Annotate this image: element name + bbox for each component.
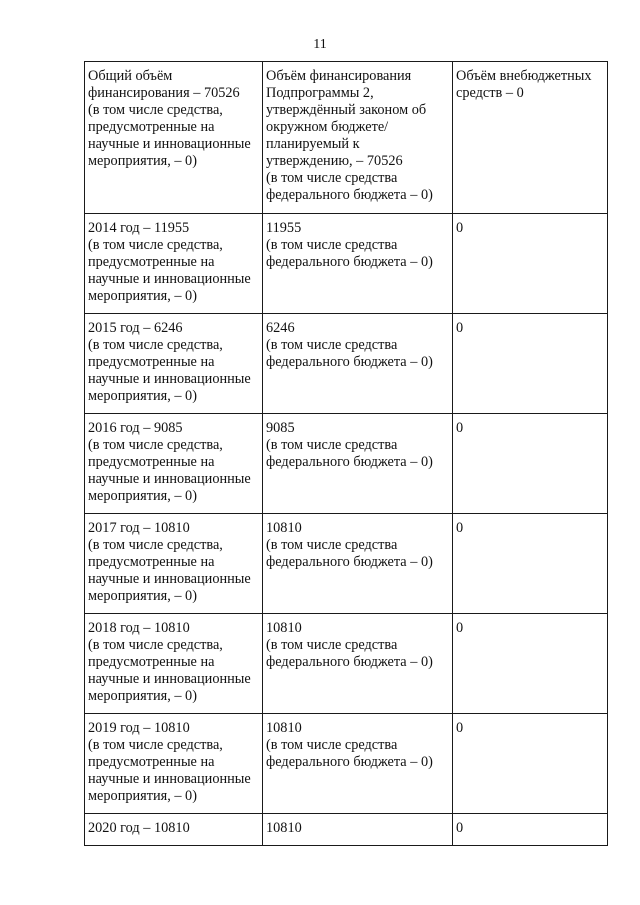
table-row — [85, 714, 608, 814]
page-number: 11 — [313, 37, 327, 52]
table-row — [85, 414, 608, 514]
cell-total-2015: 2015 год – 6246 (в том числе средства, предусмотренные на научные и инновационные мероприятия, – 0) — [85, 314, 263, 414]
table-header-row — [85, 62, 608, 214]
cell-total-2020: 2020 год – 10810 — [85, 814, 263, 846]
table-row — [85, 814, 608, 846]
cell-program-2018: 10810 (в том числе средства федерального бюджета – 0) — [263, 614, 453, 714]
cell-extra-2020: 0 — [453, 814, 608, 846]
cell-program-2015: 6246 (в том числе средства федерального бюджета – 0) — [263, 314, 453, 414]
cell-extra-2019: 0 — [453, 714, 608, 814]
cell-extra-2018: 0 — [453, 614, 608, 714]
cell-program-2020: 10810 — [263, 814, 453, 846]
cell-total-2019: 2019 год – 10810 (в том числе средства, предусмотренные на научные и инновационные мероприятия, – 0) — [85, 714, 263, 814]
header-program-financing: Объём финансирования Подпрограммы 2, утверждённый законом об окружном бюджете/ планируемый к утверждению, – 70526 (в том числе средства федерального бюджета – 0) — [263, 62, 453, 214]
cell-program-2016: 9085 (в том числе средства федерального бюджета – 0) — [263, 414, 453, 514]
cell-total-2017: 2017 год – 10810 (в том числе средства, предусмотренные на научные и инновационные мероприятия, – 0) — [85, 514, 263, 614]
table-row — [85, 514, 608, 614]
cell-program-2014: 11955 (в том числе средства федерального бюджета – 0) — [263, 214, 453, 314]
table-row — [85, 314, 608, 414]
cell-extra-2015: 0 — [453, 314, 608, 414]
cell-total-2014: 2014 год – 11955 (в том числе средства, предусмотренные на научные и инновационные мероприятия, – 0) — [85, 214, 263, 314]
cell-program-2017: 10810 (в том числе средства федерального бюджета – 0) — [263, 514, 453, 614]
cell-extra-2016: 0 — [453, 414, 608, 514]
header-total-financing: Общий объём финансирования – 70526 (в том числе средства, предусмотренные на научные и инновационные мероприятия, – 0) — [85, 62, 263, 214]
table-row — [85, 614, 608, 714]
header-extrabudgetary: Объём внебюджетных средств – 0 — [453, 62, 608, 214]
cell-extra-2017: 0 — [453, 514, 608, 614]
financing-table — [84, 61, 608, 846]
cell-total-2018: 2018 год – 10810 (в том числе средства, предусмотренные на научные и инновационные мероприятия, – 0) — [85, 614, 263, 714]
cell-program-2019: 10810 (в том числе средства федерального бюджета – 0) — [263, 714, 453, 814]
table-row — [85, 214, 608, 314]
cell-extra-2014: 0 — [453, 214, 608, 314]
cell-total-2016: 2016 год – 9085 (в том числе средства, предусмотренные на научные и инновационные мероприятия, – 0) — [85, 414, 263, 514]
